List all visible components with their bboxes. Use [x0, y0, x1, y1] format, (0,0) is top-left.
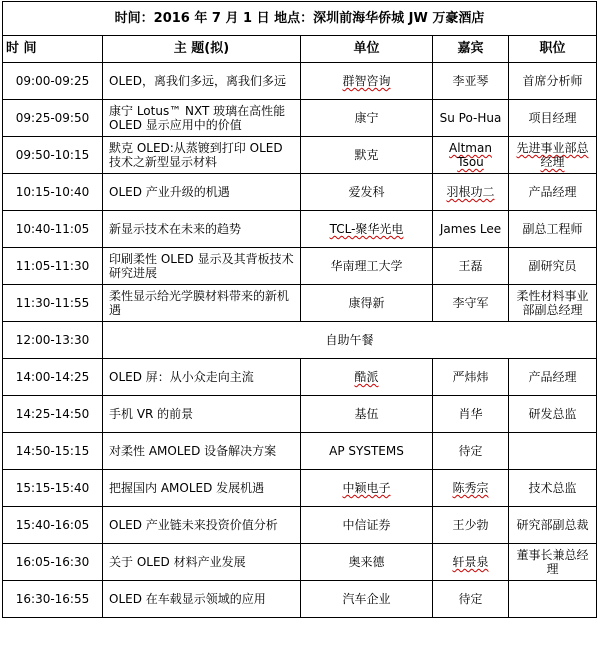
topic-cell: OLED 在车载显示领域的应用: [103, 581, 301, 618]
time-cell: 09:50-10:15: [3, 137, 103, 174]
guest-text: 羽根功二: [446, 185, 495, 199]
guest-cell: [433, 137, 509, 174]
time-cell: 16:05-16:30: [3, 544, 103, 581]
table-row: [3, 285, 597, 322]
unit-cell: [301, 211, 433, 248]
role-cell: 副研究员: [509, 248, 597, 285]
guest-text: 陈秀宗: [452, 481, 489, 495]
topic-cell: 手机 VR 的前景: [103, 396, 301, 433]
unit-cell: 基伍: [301, 396, 433, 433]
role-text: 先进事业部总经理: [516, 141, 589, 169]
col-time: 时 间: [3, 36, 103, 63]
unit-cell: 默克: [301, 137, 433, 174]
unit-text: 群智咨询: [342, 74, 391, 88]
topic-cell: 柔性显示给光学膜材料带来的新机遇: [103, 285, 301, 322]
unit-cell: [301, 470, 433, 507]
topic-cell: OLED 屏：从小众走向主流: [103, 359, 301, 396]
guest-cell: [433, 544, 509, 581]
role-cell: 技术总监: [509, 470, 597, 507]
role-cell: [509, 581, 597, 618]
topic-cell: OLED 产业链未来投资价值分析: [103, 507, 301, 544]
col-topic: 主 题(拟): [103, 36, 301, 63]
guest-cell: 待定: [433, 433, 509, 470]
time-cell: 11:05-11:30: [3, 248, 103, 285]
time-cell: 09:25-09:50: [3, 100, 103, 137]
time-cell: 11:30-11:55: [3, 285, 103, 322]
role-cell: [509, 137, 597, 174]
guest-cell: 严炜炜: [433, 359, 509, 396]
column-header-row: [3, 36, 597, 63]
topic-cell: 新显示技术在未来的趋势: [103, 211, 301, 248]
table-row: [3, 544, 597, 581]
unit-text: 中颖电子: [342, 481, 391, 495]
guest-text: 轩景泉: [452, 555, 489, 569]
unit-cell: 康宁: [301, 100, 433, 137]
role-cell: 首席分析师: [509, 63, 597, 100]
header-row: [3, 2, 597, 36]
table-row: [3, 174, 597, 211]
guest-cell: 李亚琴: [433, 63, 509, 100]
col-role: 职位: [509, 36, 597, 63]
time-cell: 10:15-10:40: [3, 174, 103, 211]
table-row: [3, 100, 597, 137]
guest-cell: 王磊: [433, 248, 509, 285]
time-cell: 09:00-09:25: [3, 63, 103, 100]
unit-cell: 汽车企业: [301, 581, 433, 618]
topic-cell: 关于 OLED 材料产业发展: [103, 544, 301, 581]
topic-cell: 对柔性 AMOLED 设备解决方案: [103, 433, 301, 470]
table-row: [3, 581, 597, 618]
guest-cell: 王少勃: [433, 507, 509, 544]
topic-cell: 默克 OLED:从蒸镀到打印 OLED 技术之新型显示材料: [103, 137, 301, 174]
table-row: [3, 359, 597, 396]
table-row: [3, 137, 597, 174]
table-row: [3, 248, 597, 285]
time-cell: 15:15-15:40: [3, 470, 103, 507]
unit-cell: 华南理工大学: [301, 248, 433, 285]
role-cell: 副总工程师: [509, 211, 597, 248]
topic-cell: 把握国内 AMOLED 发展机遇: [103, 470, 301, 507]
schedule-table: [2, 1, 597, 618]
time-cell: 12:00-13:30: [3, 322, 103, 359]
role-cell: [509, 433, 597, 470]
table-row: [3, 63, 597, 100]
topic-cell: OLED，离我们多远，离我们多远: [103, 63, 301, 100]
guest-cell: [433, 174, 509, 211]
time-cell: 14:25-14:50: [3, 396, 103, 433]
unit-cell: [301, 63, 433, 100]
topic-cell: 印刷柔性 OLED 显示及其背板技术研究进展: [103, 248, 301, 285]
topic-cell: 康宁 Lotus™ NXT 玻璃在高性能 OLED 显示应用中的价值: [103, 100, 301, 137]
table-row: [3, 470, 597, 507]
lunch-row: [3, 322, 597, 359]
role-cell: 研发总监: [509, 396, 597, 433]
table-row: [3, 433, 597, 470]
table-row: [3, 211, 597, 248]
role-cell: 董事长兼总经理: [509, 544, 597, 581]
time-cell: 10:40-11:05: [3, 211, 103, 248]
col-unit: 单位: [301, 36, 433, 63]
time-cell: 15:40-16:05: [3, 507, 103, 544]
unit-cell: AP SYSTEMS: [301, 433, 433, 470]
unit-text: 酷派: [354, 370, 379, 384]
guest-cell: 肖华: [433, 396, 509, 433]
role-cell: 研究部副总裁: [509, 507, 597, 544]
guest-cell: [433, 470, 509, 507]
table-row: [3, 396, 597, 433]
guest-cell: Su Po-Hua: [433, 100, 509, 137]
event-info: 时间：2016 年 7 月 1 日 地点：深圳前海华侨城 JW 万豪酒店: [3, 2, 597, 36]
role-cell: 项目经理: [509, 100, 597, 137]
lunch-label: 自助午餐: [103, 322, 597, 359]
guest-cell: 李守军: [433, 285, 509, 322]
unit-cell: [301, 359, 433, 396]
unit-cell: 中信证券: [301, 507, 433, 544]
topic-cell: OLED 产业升级的机遇: [103, 174, 301, 211]
time-cell: 16:30-16:55: [3, 581, 103, 618]
unit-text: TCL-聚华光电: [329, 222, 404, 236]
col-guest: 嘉宾: [433, 36, 509, 63]
role-cell: 产品经理: [509, 359, 597, 396]
table-row: [3, 507, 597, 544]
guest-cell: James Lee: [433, 211, 509, 248]
unit-cell: 康得新: [301, 285, 433, 322]
unit-cell: 爱发科: [301, 174, 433, 211]
time-cell: 14:50-15:15: [3, 433, 103, 470]
role-cell: 产品经理: [509, 174, 597, 211]
guest-text: Altman Tsou: [449, 141, 492, 169]
guest-cell: 待定: [433, 581, 509, 618]
role-cell: 柔性材料事业部副总经理: [509, 285, 597, 322]
unit-cell: 奥来德: [301, 544, 433, 581]
time-cell: 14:00-14:25: [3, 359, 103, 396]
